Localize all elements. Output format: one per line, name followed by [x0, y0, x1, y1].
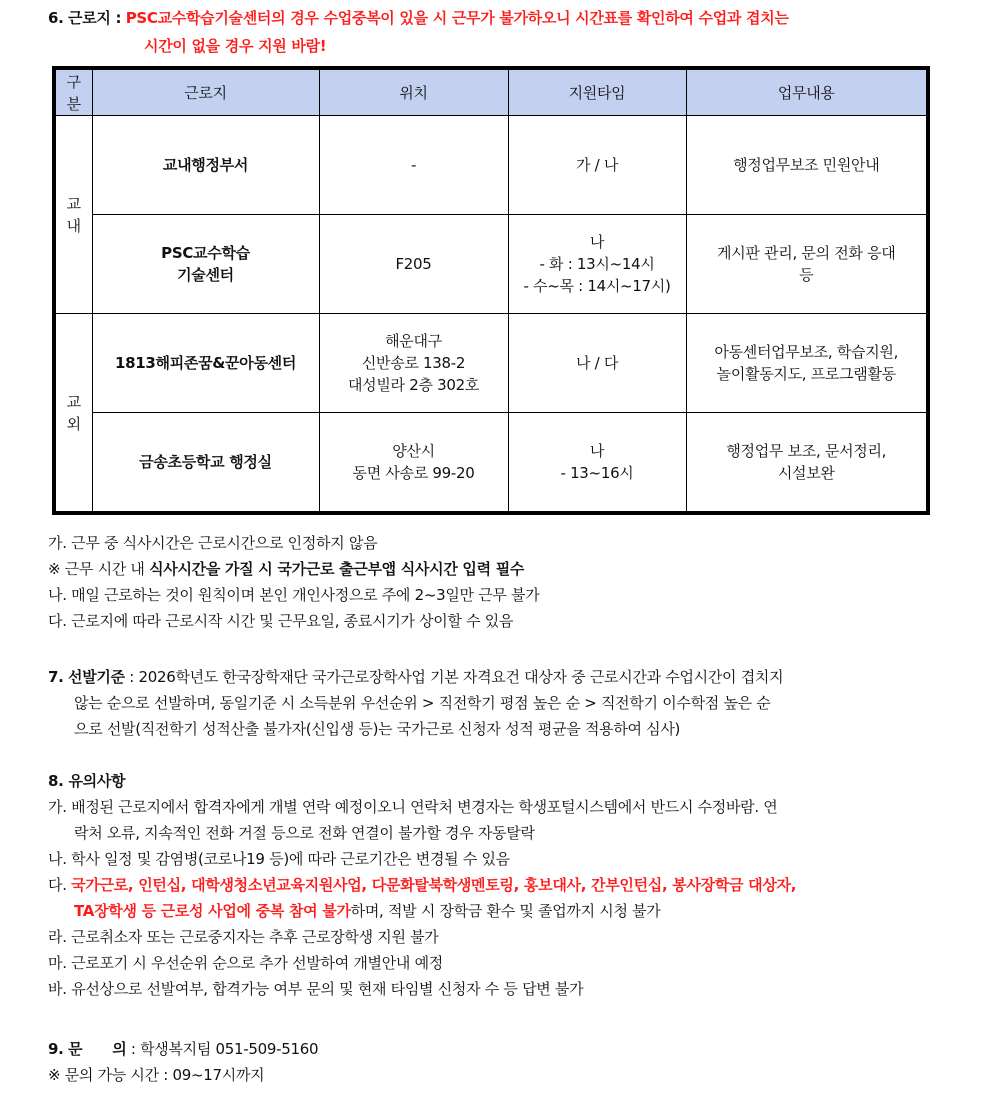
precaution-ga-line1: 가. 배정된 근로지에서 합격자에게 개별 연락 예정이오니 연락처 변경자는 학생포털시스템에서 반드시 수정바람. 연 [48, 798, 778, 816]
duty-cell: 행정업무보조 민원안내 [686, 116, 928, 215]
location-cell: 해운대구 신반송로 138-2 대성빌라 2층 302호 [319, 314, 508, 413]
note-reference: ※ 근무 시간 내 식사시간을 가질 시 국가근로 출근부앱 식사시간 입력 필수 [48, 560, 525, 578]
location-cell: 양산시 동면 사송로 99-20 [319, 413, 508, 514]
precaution-da: 다. 국가근로, 인턴십, 대학생청소년교육지원사업, 다문화탈북학생멘토링, 홍보대사, 간부인턴십, 봉사장학금 대상자, [48, 876, 797, 894]
table-row [54, 215, 928, 314]
precaution-da-warning-line2: TA장학생 등 근로성 사업에 중복 참여 불가 [74, 902, 351, 920]
section-number: 6. [48, 9, 64, 27]
duty-cell: 행정업무 보조, 문서정리, 시설보완 [686, 413, 928, 514]
table-row [54, 413, 928, 514]
note-da: 다. 근로지에 따라 근로시작 시간 및 근무요일, 종료시기가 상이할 수 있음 [48, 612, 514, 630]
header-duty: 업무내용 [686, 68, 928, 116]
location-cell: - [319, 116, 508, 215]
precaution-ga-line2: 락처 오류, 지속적인 전화 거절 등으로 전화 연결이 불가할 경우 자동탈락 [74, 824, 535, 842]
time-cell: 나 - 13~16시 [508, 413, 686, 514]
inquiry-hours: ※ 문의 가능 시간 : 09~17시까지 [48, 1066, 265, 1084]
workplace-table [52, 66, 930, 515]
header-place: 근로지 [92, 68, 319, 116]
time-cell: 나 / 다 [508, 314, 686, 413]
section-number: 9. [48, 1040, 64, 1058]
category-off-campus: 교 외 [54, 314, 92, 514]
place-cell: 금송초등학교 행정실 [92, 413, 319, 514]
header-category: 구 분 [54, 68, 92, 116]
precaution-ma: 마. 근로포기 시 우선순위 순으로 추가 선발하여 개별안내 예정 [48, 954, 443, 972]
table-header-row [54, 68, 928, 116]
place-cell: 1813해피존꿈&꾼아동센터 [92, 314, 319, 413]
section-9-inquiry [48, 1036, 948, 1088]
location-cell: F205 [319, 215, 508, 314]
section-number: 7. [48, 668, 64, 686]
precaution-da-warning-line1: 국가근로, 인턴십, 대학생청소년교육지원사업, 다문화탈북학생멘토링, 홍보대사, 간부인턴십, 봉사장학금 대상자, [71, 876, 797, 894]
header-location: 위치 [319, 68, 508, 116]
place-cell: PSC교수학습 기술센터 [92, 215, 319, 314]
section-8-precautions [48, 768, 948, 1002]
inquiry-label-b: 의 [112, 1040, 127, 1058]
category-on-campus: 교 내 [54, 116, 92, 314]
warning-notice-line1: PSC교수학습기술센터의 경우 수업중복이 있을 시 근무가 불가하오니 시간표를 확인하여 수업과 겹치는 [125, 9, 789, 27]
precaution-da-line2: TA장학생 등 근로성 사업에 중복 참여 불가하며, 적발 시 장학금 환수 및 졸업까지 시청 불가 [74, 902, 661, 920]
precaution-na: 나. 학사 일정 및 감염병(코로나19 등)에 따라 근로기간은 변경될 수 있음 [48, 850, 510, 868]
time-cell: 나 - 화 : 13시~14시 - 수~목 : 14시~17시) [508, 215, 686, 314]
section-7-selection-criteria [48, 664, 948, 742]
duty-cell: 게시판 관리, 문의 전화 응대 등 [686, 215, 928, 314]
inquiry-label-a: 문 [68, 1040, 83, 1058]
criteria-line1: : 2026학년도 한국장학재단 국가근로장학사업 기본 자격요건 대상자 중 근로시간과 수업시간이 겹치지 [124, 668, 784, 686]
duty-cell: 아동센터업무보조, 학습지원, 놀이활동지도, 프로그램활동 [686, 314, 928, 413]
note-ga: 가. 근무 중 식사시간은 근로시간으로 인정하지 않음 [48, 534, 378, 552]
section-label: 선발기준 [68, 668, 125, 686]
warning-notice-line2: 시간이 없을 경우 지원 바람! [144, 37, 327, 55]
section-6-notes [48, 530, 948, 634]
table-row [54, 116, 928, 215]
precaution-ba: 바. 유선상으로 선발여부, 합격가능 여부 문의 및 현재 타임별 신청자 수 등 답변 불가 [48, 980, 584, 998]
note-na: 나. 매일 근로하는 것이 원칙이며 본인 개인사정으로 주에 2~3일만 근무 불가 [48, 586, 540, 604]
section-label: 근로지 : [68, 9, 122, 27]
section-8-title: 8. 유의사항 [48, 772, 126, 790]
time-cell: 가 / 나 [508, 116, 686, 215]
criteria-line3: 으로 선발(직전학기 성적산출 불가자(신입생 등)는 국가근로 신청자 성적 평균을 적용하여 심사) [74, 720, 681, 738]
precaution-ra: 라. 근로취소자 또는 근로중지자는 추후 근로장학생 지원 불가 [48, 928, 439, 946]
inquiry-contact: : 학생복지팀 051-509-5160 [126, 1040, 319, 1058]
table-row [54, 314, 928, 413]
criteria-line2: 않는 순으로 선발하며, 동일기준 시 소득분위 우선순위 > 직전학기 평점 높은 순 > 직전학기 이수학점 높은 순 [74, 694, 771, 712]
place-cell: 교내행정부서 [92, 116, 319, 215]
note-reference-bold: 식사시간을 가질 시 국가근로 출근부앱 식사시간 입력 필수 [149, 560, 525, 578]
header-time: 지원타임 [508, 68, 686, 116]
section-6-heading [48, 4, 948, 60]
